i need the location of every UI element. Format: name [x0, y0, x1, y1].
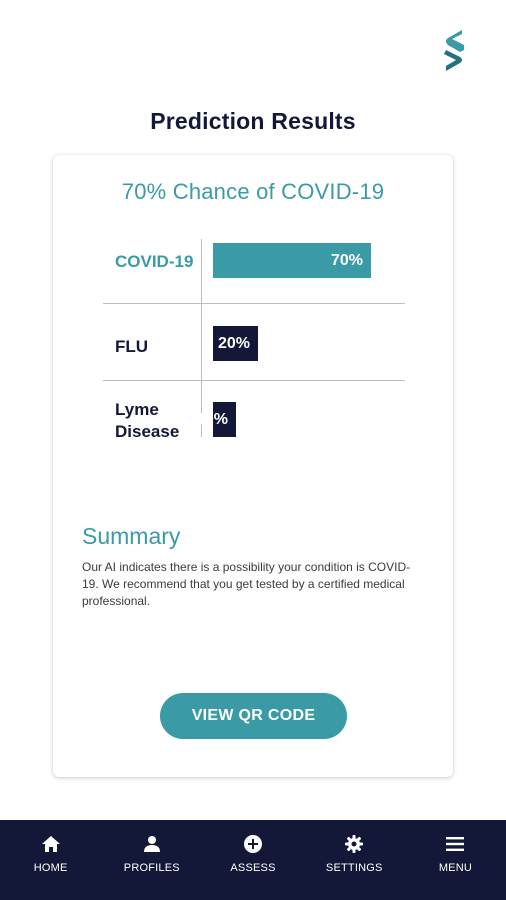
page-title: Prediction Results	[150, 108, 356, 134]
summary-text: Our AI indicates there is a possibility your condition is COVID-19. We recommend that you get tested by a certified medical professional.	[82, 560, 411, 608]
home-icon	[41, 834, 61, 854]
prediction-label-flu: FLU	[115, 337, 149, 356]
nav-menu[interactable]	[405, 820, 506, 900]
prediction-bar-flu	[213, 326, 258, 361]
summary-title: Summary	[82, 523, 181, 549]
row-divider	[103, 303, 405, 304]
nav-label: HOME	[33, 862, 68, 874]
view-qr-code-button[interactable]: VIEW QR CODE	[160, 693, 347, 739]
bottom-navigation	[0, 820, 506, 900]
prediction-value-lyme: 10%	[195, 410, 228, 428]
nav-home[interactable]	[0, 820, 101, 900]
prediction-bar-covid	[213, 243, 371, 278]
nav-settings[interactable]	[304, 820, 405, 900]
prediction-value-covid: 70%	[330, 251, 363, 269]
results-card	[53, 155, 453, 777]
nav-profiles[interactable]	[101, 820, 202, 900]
prediction-label-covid: COVID-19	[115, 252, 194, 271]
prediction-bar-lyme	[195, 402, 236, 437]
prediction-value-flu: 20%	[217, 334, 250, 352]
nav-label: ASSESS	[230, 862, 276, 874]
prediction-label-lyme: Lyme Disease	[115, 400, 180, 441]
nav-label: SETTINGS	[325, 862, 383, 874]
row-divider	[103, 380, 405, 381]
app-logo	[442, 28, 466, 72]
nav-label: PROFILES	[123, 862, 180, 874]
person-icon	[142, 834, 162, 854]
prediction-headline: 70% Chance of COVID-19	[121, 179, 385, 204]
nav-assess[interactable]	[202, 820, 303, 900]
plus-circle-icon	[243, 834, 263, 854]
nav-label: MENU	[438, 862, 473, 874]
gear-icon	[344, 834, 364, 854]
hamburger-menu-icon	[445, 834, 465, 854]
